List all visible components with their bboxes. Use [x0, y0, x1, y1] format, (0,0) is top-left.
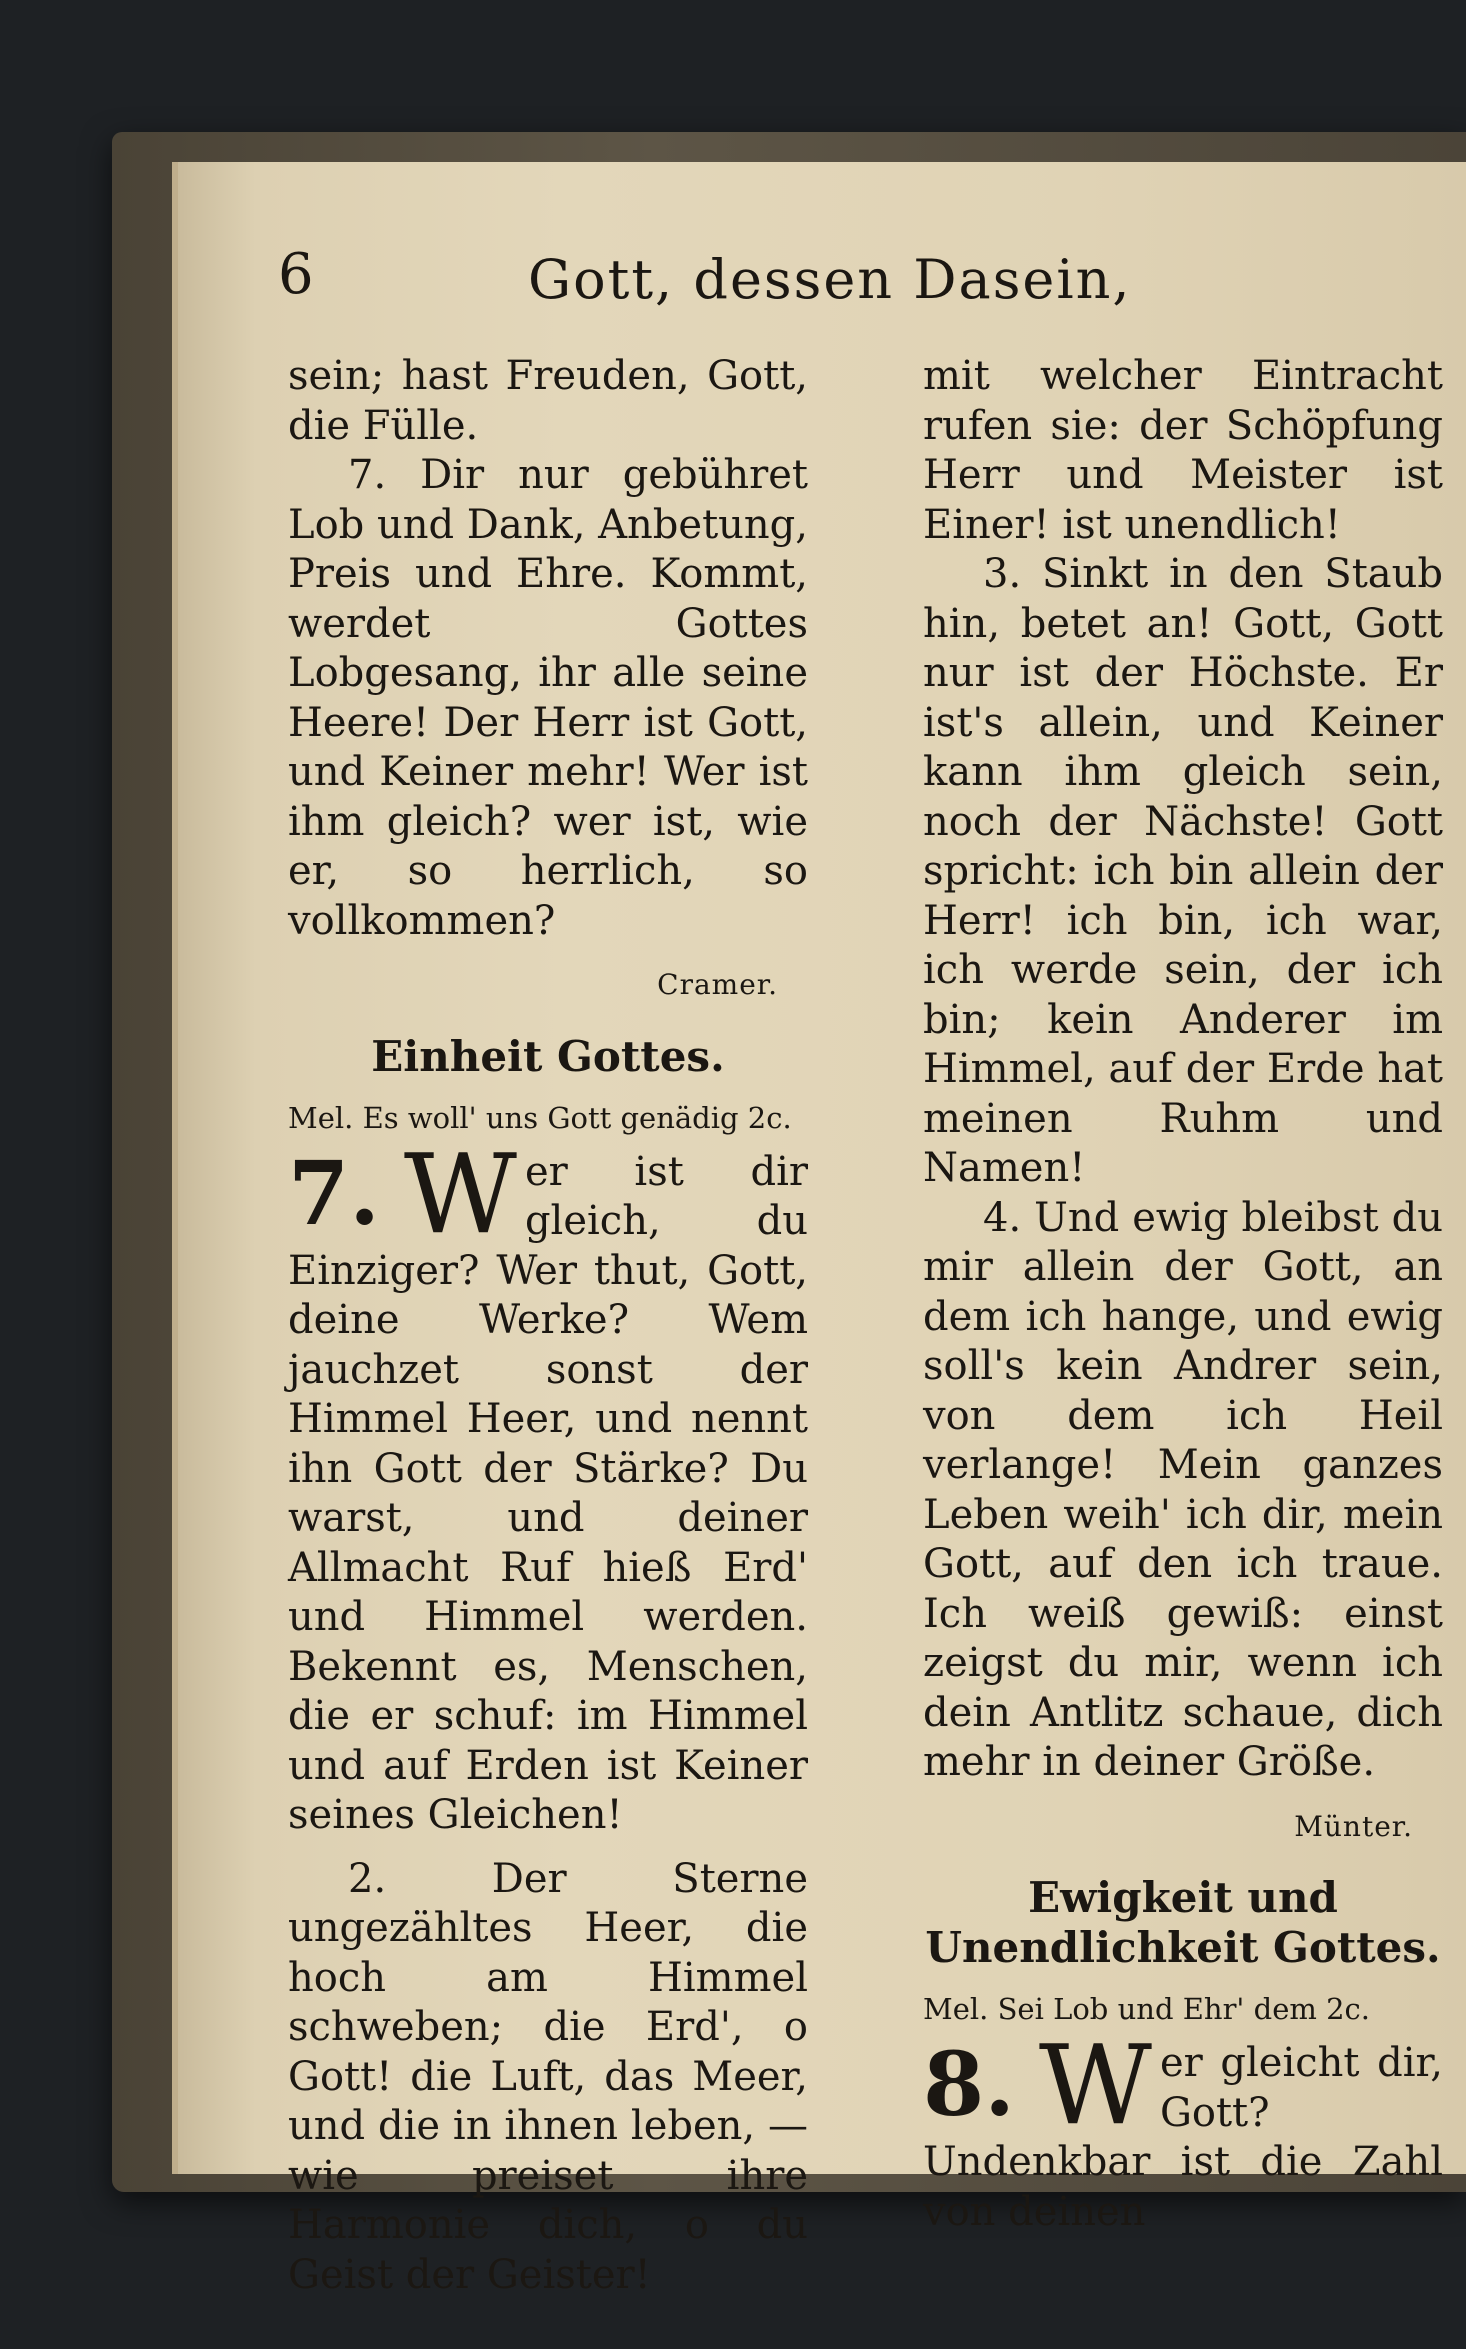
hymn-title: Ewigkeit und Unendlichkeit Gottes.	[925, 1873, 1441, 1972]
melody-note: Mel. Sei Lob und Ehr' dem 2c.	[923, 1992, 1370, 2026]
hymn-text: er gleicht dir, Gott? Undenkbar ist die Zahl von deinen	[923, 2040, 1443, 2235]
melody-note: Mel. Es woll' uns Gott genädig 2c.	[288, 1100, 792, 1135]
verse: 7. Dir nur gebühret Lob und Dank, Anbetung, Preis und Ehre. Kommt, werdet Gottes Lobgesang, ihr alle seine Heere! Der Herr ist Gott, und Keiner mehr! Wer ist ihm gleich? wer ist, wie er, so herrlich, so vollkommen?	[288, 452, 808, 944]
hymn-text: er ist dir gleich, du Einziger? Wer thut, Gott, deine Werke? Wem jauchzet sonst der Himmel Heer, und nennt ihn Gott der Stärke? Du warst, und deiner Allmacht Ruf hieß Erd' und Himmel werden. Bekennt es, Menschen, die er schuf: im Himmel und auf Erden ist Keiner seines Gleichen!	[288, 1148, 808, 1838]
left-column	[288, 352, 808, 2300]
author-attribution: Münter.	[1294, 1809, 1413, 1843]
book-page	[172, 162, 1466, 2298]
right-column	[923, 352, 1443, 2237]
drop-cap: W	[403, 1129, 517, 1258]
hymn-start	[923, 2021, 1443, 2237]
hymn-number: 7.	[288, 1140, 380, 1245]
paragraph: mit welcher Eintracht rufen sie: der Schöpfung Herr und Meister ist Einer! ist unendlich!	[923, 353, 1443, 548]
drop-cap: W	[1038, 2021, 1152, 2149]
page-header	[278, 222, 1438, 332]
running-title: Gott, dessen Dasein,	[528, 248, 1132, 311]
hymn-title: Einheit Gottes.	[371, 1031, 725, 1081]
author-attribution: Cramer.	[657, 968, 778, 1001]
verse: 3. Sinkt in den Staub hin, betet an! Gott, Gott nur ist der Höchste. Er ist's allein, und Keiner kann ihm gleich sein, noch der Nächste! Gott spricht: ich bin allein der Herr! ich bin, ich war, ich werde sein, der ich bin; kein Anderer im Himmel, auf der Erde hat meinen Ruhm und Namen!	[923, 551, 1443, 1191]
hymn-start	[288, 1129, 808, 1841]
verse: 2. Der Sterne ungezähltes Heer, die hoch am Himmel schweben; die Erd', o Gott! die Luft, das Meer, und die in ihnen leben, — wie preiset ihre Harmonie dich, o du Geist der Geister!	[288, 1855, 808, 2298]
page-number: 6	[278, 242, 314, 307]
paragraph: sein; hast Freuden, Gott, die Fülle.	[288, 353, 808, 449]
page-content	[258, 222, 1443, 2298]
hymn-number: 8.	[923, 2032, 1015, 2136]
verse: 4. Und ewig bleibst du mir allein der Gott, an dem ich hange, und ewig soll's kein Andrer sein, von dem ich Heil verlange! Mein ganzes Leben weih' ich dir, mein Gott, auf den ich traue. Ich weiß gewiß: einst zeigst du mir, wenn ich dein Antlitz schaue, dich mehr in deiner Größe.	[923, 1194, 1443, 1785]
